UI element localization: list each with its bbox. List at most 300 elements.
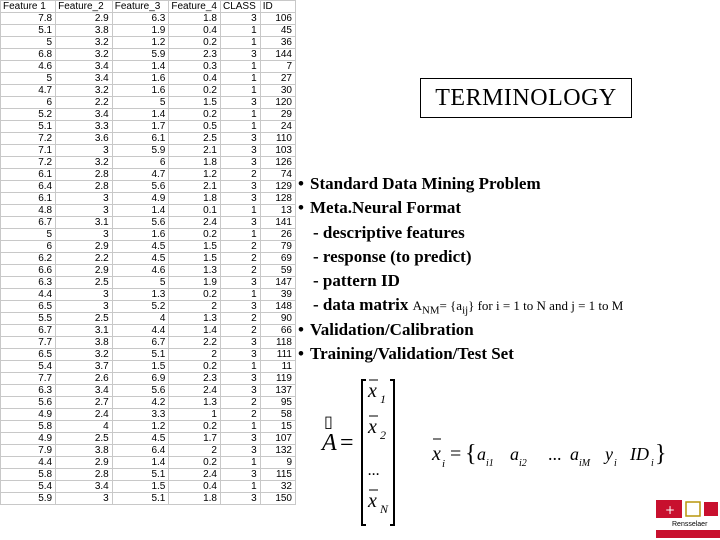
table-cell: 3 [220,349,260,361]
logo-red-block-right [704,502,718,516]
table-cell: 4.5 [112,253,169,265]
vector-lhs: x [432,443,441,465]
table-cell: 1 [220,37,260,49]
table-cell: 32 [260,481,295,493]
bullet-text: Validation/Calibration [310,319,474,339]
table-cell: 6.9 [112,373,169,385]
table-cell: 4.9 [112,193,169,205]
table-cell: 3.1 [56,217,113,229]
table-row [1,349,296,361]
table-cell: 1 [220,481,260,493]
table-cell: 6.3 [1,277,56,289]
table-row [1,37,296,49]
table-cell: 2.8 [56,469,113,481]
table-row [1,169,296,181]
table-row [1,13,296,25]
table-cell: 3 [220,13,260,25]
table-cell: 0.2 [169,289,221,301]
table-cell: 2.2 [169,337,221,349]
table-cell: 1.6 [112,85,169,97]
table-cell: 3.3 [56,121,113,133]
table-cell: 0.1 [169,205,221,217]
table-cell: 119 [260,373,295,385]
spreadsheet [0,0,296,540]
table-cell: 4.7 [112,169,169,181]
table-cell: 2 [169,349,221,361]
vector-term-sub: i2 [519,458,527,469]
table-row [1,193,296,205]
table-cell: 1 [220,61,260,73]
table-cell: 2.2 [56,97,113,109]
table-cell: 3.7 [56,361,113,373]
vector-terms [477,444,654,469]
table-cell: 3 [220,493,260,505]
table-cell: 3 [220,445,260,457]
bullet-dot: • [298,344,304,364]
table-cell: 3 [220,337,260,349]
table-cell: 2 [220,253,260,265]
table-cell: 0.2 [169,457,221,469]
matrix-equals: = [340,430,354,456]
table-cell: 5.1 [1,121,56,133]
table-cell: 115 [260,469,295,481]
table-cell: 1.8 [169,493,221,505]
table-cell: 4.4 [112,325,169,337]
table-cell: 5.1 [112,469,169,481]
logo-gold-block [686,502,700,516]
bullet-text: Training/Validation/Test Set [310,344,514,364]
table-cell: 1.9 [112,25,169,37]
table-cell: 3 [220,433,260,445]
table-cell: 1.4 [112,457,169,469]
table-cell: 5.1 [112,349,169,361]
table-cell: 2 [220,325,260,337]
table-row [1,265,296,277]
bullet-text: Meta.Neural Format [310,198,462,218]
vector-term: y [605,444,613,464]
table-cell: 1 [220,25,260,37]
table-cell: 0.2 [169,361,221,373]
table-cell: 1.8 [169,13,221,25]
table-cell: 0.2 [169,229,221,241]
table-cell: 3 [56,205,113,217]
table-row [1,229,296,241]
table-cell: 4.2 [112,397,169,409]
table-cell: 2.5 [169,133,221,145]
table-cell: 5.2 [1,109,56,121]
table-cell: 1.4 [169,325,221,337]
table-cell: 1 [220,121,260,133]
table-cell: 6.1 [112,133,169,145]
table-row [1,397,296,409]
table-cell: 4 [112,313,169,325]
table-cell: 1.3 [169,313,221,325]
matrix-lhs: A [322,430,337,456]
table-cell: 5.6 [112,217,169,229]
table-row [1,409,296,421]
rensselaer-logo [656,498,720,540]
table-cell: 5.4 [1,481,56,493]
table-cell: 59 [260,265,295,277]
table-cell: 4.9 [1,409,56,421]
table-cell: 3 [56,229,113,241]
table-cell: 6 [1,97,56,109]
table-cell: 1.5 [169,253,221,265]
table-cell: 3.2 [56,157,113,169]
table-cell: 4.4 [1,289,56,301]
table-row [1,433,296,445]
vector-term: ... [548,444,562,464]
table-cell: 1.8 [169,157,221,169]
table-cell: 1.2 [112,37,169,49]
logo-bottom-bar [656,530,720,538]
table-cell: 3.1 [56,325,113,337]
table-row [1,73,296,85]
table-cell: 6.5 [1,301,56,313]
table-row [1,313,296,325]
table-row [1,469,296,481]
right-bracket [390,380,394,525]
table-cell: 3.2 [56,349,113,361]
table-cell: 2 [220,313,260,325]
table-row [1,373,296,385]
table-cell: 1 [220,361,260,373]
table-cell: 1.7 [169,433,221,445]
table-cell: 6.4 [112,445,169,457]
column-header: Feature 1 [1,1,56,13]
table-cell: 6.5 [1,349,56,361]
bullet-text: - data matrix [313,295,413,315]
table-cell: 3 [56,145,113,157]
table-cell: 0.2 [169,85,221,97]
table-cell: 3 [56,289,113,301]
bullet-dot: • [298,198,304,218]
sub-bullet-item [298,293,623,317]
table-cell: 4.6 [112,265,169,277]
table-cell: 7.7 [1,373,56,385]
vector-term-sub: iM [579,458,591,469]
table-cell: 11 [260,361,295,373]
table-cell: 1.6 [112,73,169,85]
table-cell: 5 [1,73,56,85]
table-cell: 3 [220,181,260,193]
table-row [1,493,296,505]
table-row [1,49,296,61]
sub-bullet-item [298,221,623,245]
table-cell: 5.6 [112,181,169,193]
table-cell: 6.7 [1,217,56,229]
table-cell: 3.8 [56,25,113,37]
table-cell: 5 [112,97,169,109]
table-cell: 4.8 [1,205,56,217]
table-cell: 148 [260,301,295,313]
column-header: Feature_3 [112,1,169,13]
table-cell: 1.3 [169,265,221,277]
column-header: Feature_4 [169,1,221,13]
table-cell: 74 [260,169,295,181]
table-cell: 118 [260,337,295,349]
table-cell: 5.9 [112,145,169,157]
table-cell: 3 [220,97,260,109]
table-cell: 5.1 [1,25,56,37]
table-cell: 128 [260,193,295,205]
table-cell: 1.3 [169,397,221,409]
table-row [1,481,296,493]
table-cell: 1.2 [112,421,169,433]
matrix-rows [367,380,389,516]
bullet-item [298,342,623,366]
table-cell: 137 [260,385,295,397]
vector-open-brace: { [465,441,477,467]
table-cell: 3 [56,193,113,205]
table-cell: 9 [260,457,295,469]
table-cell: 2 [220,397,260,409]
matrix-entry: x [368,490,377,512]
table-cell: 1 [220,109,260,121]
vector-term-sub: i1 [486,458,494,469]
table-cell: 1.8 [169,193,221,205]
table-cell: 7 [260,61,295,73]
table-cell: 5 [112,277,169,289]
table-row [1,361,296,373]
table-row [1,253,296,265]
table-cell: 5 [1,37,56,49]
table-cell: 6.3 [1,385,56,397]
table-cell: 95 [260,397,295,409]
table-cell: 58 [260,409,295,421]
matrix-entry-sub: N [380,502,389,516]
table-cell: 5.1 [112,493,169,505]
table-cell: 2.9 [56,241,113,253]
table-cell: 3.8 [56,445,113,457]
table-cell: 3.3 [112,409,169,421]
table-cell: 3.4 [56,61,113,73]
table-cell: 2.5 [56,277,113,289]
table-cell: 5.2 [112,301,169,313]
column-header: CLASS [220,1,260,13]
table-row [1,289,296,301]
table-cell: 132 [260,445,295,457]
table-cell: 1.7 [112,121,169,133]
table-cell: 1.6 [112,229,169,241]
table-row [1,325,296,337]
table-cell: 30 [260,85,295,97]
table-row [1,277,296,289]
table-cell: 79 [260,241,295,253]
table-cell: 0.2 [169,109,221,121]
matrix-entry-sub: 1 [380,392,386,406]
table-cell: 6 [1,241,56,253]
table-cell: 3.8 [56,337,113,349]
table-cell: 103 [260,145,295,157]
table-cell: 6.8 [1,49,56,61]
table-cell: 2 [169,301,221,313]
table-cell: 39 [260,289,295,301]
table-cell: 5.4 [1,361,56,373]
column-header: ID [260,1,295,13]
vector-close-brace: } [655,441,667,467]
table-cell: 29 [260,109,295,121]
data-table [0,0,296,505]
table-cell: 5.5 [1,313,56,325]
table-cell: 1.5 [112,361,169,373]
table-cell: 1 [220,421,260,433]
table-cell: 4.4 [1,457,56,469]
table-row [1,445,296,457]
table-cell: 3.6 [56,133,113,145]
table-cell: 2.9 [56,457,113,469]
table-cell: 150 [260,493,295,505]
table-cell: 1.5 [169,97,221,109]
table-cell: 3 [220,277,260,289]
table-cell: 3 [220,301,260,313]
table-cell: 6.4 [1,181,56,193]
table-cell: 2.4 [56,409,113,421]
bullet-text: - descriptive features [313,222,465,242]
table-row [1,121,296,133]
column-header: Feature_2 [56,1,113,13]
table-row [1,217,296,229]
table-row [1,25,296,37]
table-cell: 6.1 [1,169,56,181]
table-row [1,145,296,157]
table-cell: 2 [220,169,260,181]
table-cell: 69 [260,253,295,265]
table-cell: 2.7 [56,397,113,409]
table-cell: 2 [220,409,260,421]
table-row [1,301,296,313]
matrix-entry: ... [368,462,380,479]
table-cell: 2.4 [169,385,221,397]
bullet-text: - pattern ID [313,271,400,291]
table-cell: 45 [260,25,295,37]
table-cell: 13 [260,205,295,217]
table-cell: 147 [260,277,295,289]
vector-formula [430,425,670,485]
table-cell: 1.2 [169,169,221,181]
table-cell: 5.9 [112,49,169,61]
table-cell: 1.4 [112,61,169,73]
table-cell: 5.6 [1,397,56,409]
table-cell: 2.1 [169,181,221,193]
sub-bullet-item [298,245,623,269]
table-cell: 7.2 [1,157,56,169]
table-cell: 2.1 [169,145,221,157]
logo-cross-icon: + [665,503,676,517]
table-cell: 2.3 [169,49,221,61]
table-cell: 2.8 [56,181,113,193]
table-cell: 3.2 [56,85,113,97]
table-row [1,241,296,253]
table-cell: 26 [260,229,295,241]
table-cell: 1.4 [112,205,169,217]
table-cell: 3 [220,193,260,205]
slide-title: TERMINOLOGY [420,78,632,118]
table-cell: 6.7 [112,337,169,349]
table-cell: 1.5 [112,481,169,493]
table-cell: 7.7 [1,337,56,349]
table-cell: 0.2 [169,421,221,433]
table-cell: 2.3 [169,373,221,385]
table-cell: 1 [220,205,260,217]
table-cell: 6.3 [112,13,169,25]
table-cell: 3 [220,49,260,61]
table-cell: 2.4 [169,469,221,481]
table-cell: 1.3 [112,289,169,301]
vector-term: a [570,444,579,464]
table-cell: 0.4 [169,25,221,37]
table-cell: 1 [220,229,260,241]
table-cell: 1 [220,289,260,301]
table-row [1,385,296,397]
table-cell: 0.3 [169,61,221,73]
table-cell: 2.5 [56,433,113,445]
vector-term: ID [630,444,649,464]
table-cell: 5.6 [112,385,169,397]
bullet-text: Standard Data Mining Problem [310,174,541,193]
table-cell: 1.4 [112,109,169,121]
table-header-row [1,1,296,13]
table-cell: 24 [260,121,295,133]
table-cell: 4 [56,421,113,433]
table-cell: 141 [260,217,295,229]
table-cell: 5.8 [1,469,56,481]
table-cell: 15 [260,421,295,433]
table-cell: 3.2 [56,49,113,61]
table-cell: 7.8 [1,13,56,25]
table-cell: 66 [260,325,295,337]
table-cell: 3 [220,145,260,157]
table-cell: 1.5 [169,241,221,253]
table-row [1,97,296,109]
vector-lhs-sub: i [442,458,446,470]
table-cell: 2.5 [56,313,113,325]
table-cell: 3.4 [56,109,113,121]
bullet-item [298,196,623,220]
vector-equals: = [450,443,462,465]
table-cell: 1 [220,457,260,469]
table-cell: 3.4 [56,73,113,85]
data-matrix-notation: $A_{NM}= \{a_{ij}\}$ for i = 1 to N and j = 1 to M [412,298,624,318]
matrix-entry: x [368,380,377,402]
table-cell: 3 [220,157,260,169]
matrix-placeholder-glyph: ▯ [324,412,333,431]
logo-wordmark: Rensselaer [672,521,708,528]
table-cell: 3 [220,217,260,229]
vector-term-sub: i [651,458,654,469]
table-cell: 2 [220,265,260,277]
table-cell: 0.4 [169,73,221,85]
sub-bullet-item [298,269,623,293]
table-cell: 3 [56,493,113,505]
table-cell: 2.8 [56,169,113,181]
table-cell: 4.7 [1,85,56,97]
table-cell: 2 [169,445,221,457]
table-cell: 5.9 [1,493,56,505]
table-cell: 7.9 [1,445,56,457]
table-cell: 3 [220,469,260,481]
table-cell: 110 [260,133,295,145]
table-cell: 6 [112,157,169,169]
table-cell: 2.4 [169,217,221,229]
bullet-item [298,318,623,342]
table-row [1,181,296,193]
table-cell: 1 [169,409,221,421]
bullet-list [298,172,623,366]
table-row [1,205,296,217]
table-cell: 2.9 [56,13,113,25]
vector-term-sub: i [614,458,617,469]
